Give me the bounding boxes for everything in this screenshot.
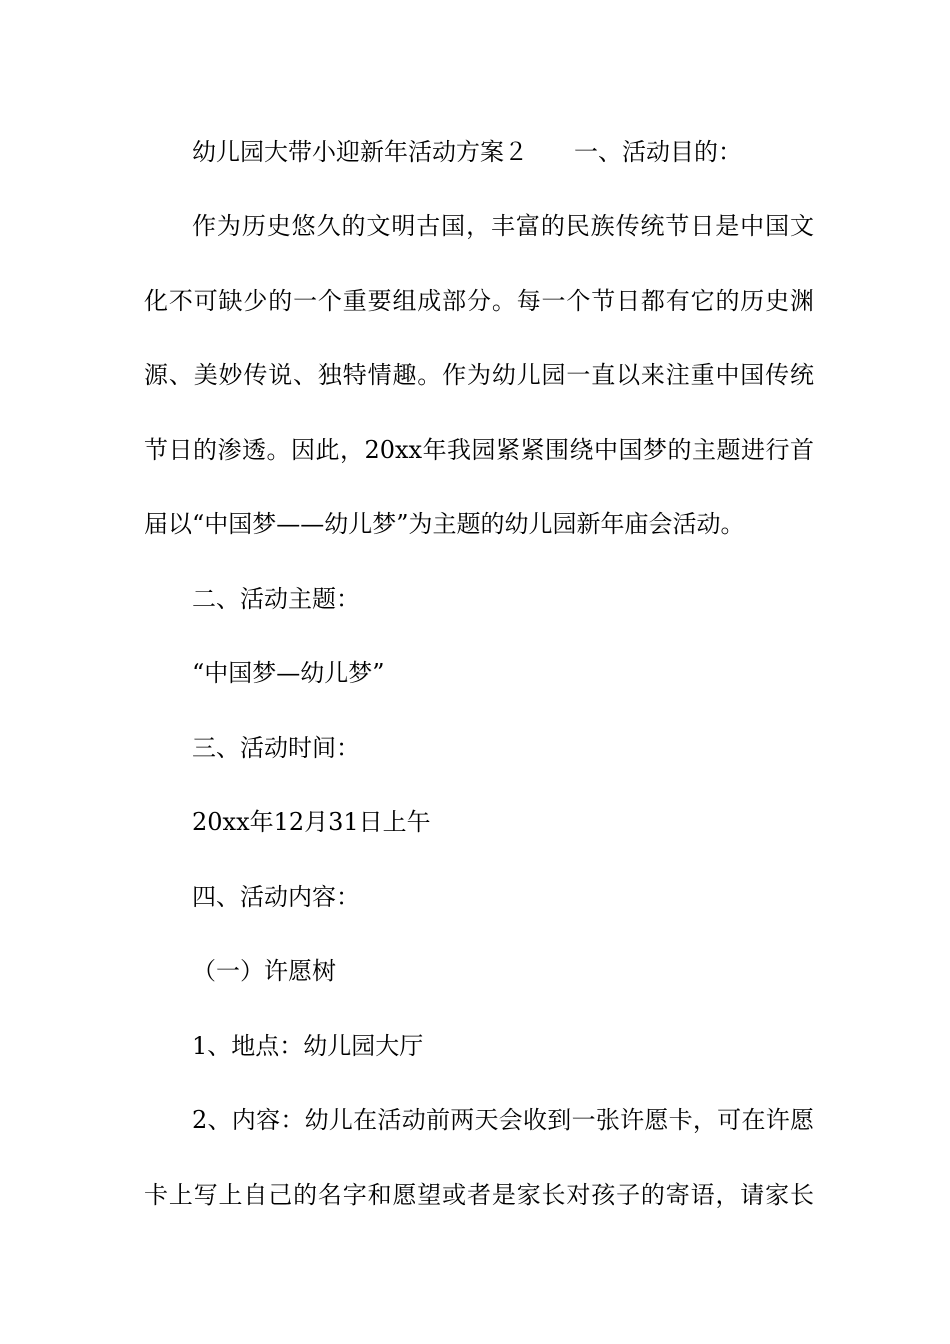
time-text: 20xx年12月31日上午: [192, 808, 431, 836]
heading-time: 三、活动时间：: [192, 734, 360, 762]
document-title: 幼儿园大带小迎新年活动方案２: [192, 138, 528, 166]
theme-text: “中国梦—幼儿梦”: [192, 659, 385, 687]
paragraph-line: 作为历史悠久的文明古国，丰富的民族传统节日是中国文: [192, 212, 814, 240]
heading-purpose: 一、活动目的：: [574, 138, 742, 166]
paragraph-line: 2、内容：幼儿在活动前两天会收到一张许愿卡，可在许愿: [192, 1106, 814, 1134]
heading-content: 四、活动内容：: [192, 883, 360, 911]
subheading-wish-tree: （一）许愿树: [192, 957, 336, 985]
list-item: 1、地点：幼儿园大厅: [192, 1032, 424, 1060]
paragraph-line: 源、美妙传说、独特情趣。作为幼儿园一直以来注重中国传统: [144, 361, 814, 389]
paragraph-line: 届以“中国梦——幼儿梦”为主题的幼儿园新年庙会活动。: [144, 510, 745, 538]
heading-theme: 二、活动主题：: [192, 585, 360, 613]
paragraph-line: 化不可缺少的一个重要组成部分。每一个节日都有它的历史渊: [144, 287, 814, 315]
title-line: [144, 136, 814, 168]
paragraph-line: 卡上写上自己的名字和愿望或者是家长对孩子的寄语，请家长: [144, 1181, 814, 1209]
paragraph-line: 节日的渗透。因此，20xx年我园紧紧围绕中国梦的主题进行首: [144, 436, 814, 464]
